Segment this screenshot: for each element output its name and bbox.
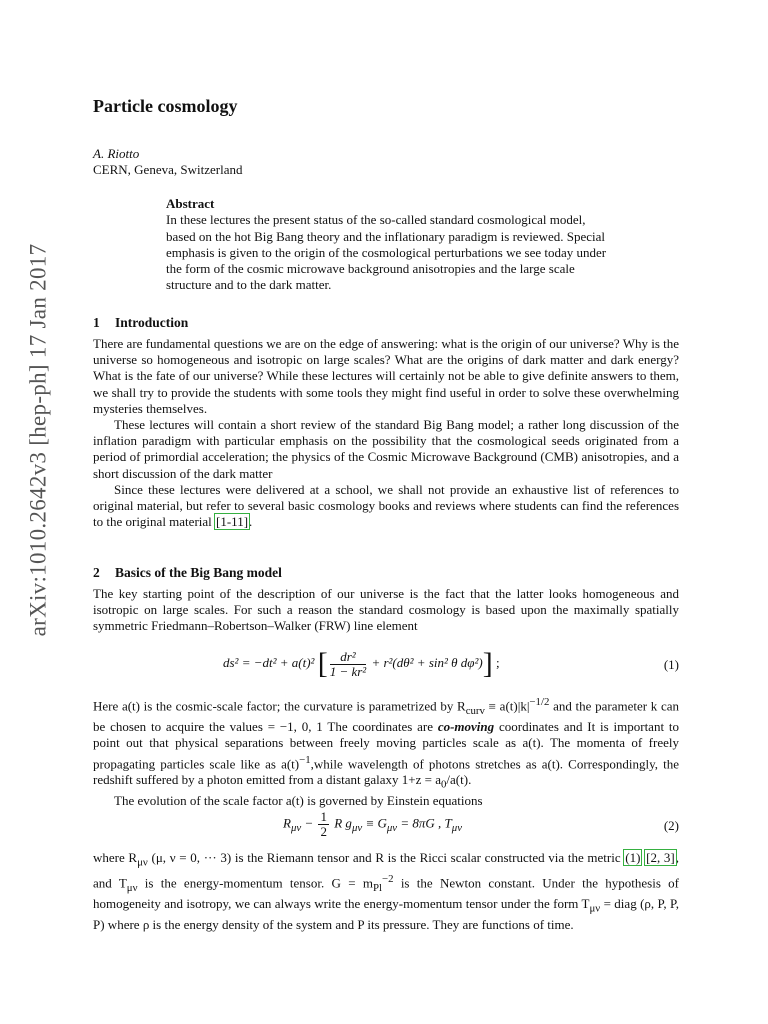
subscript: μν (451, 822, 463, 835)
equation-link[interactable]: (1) (625, 850, 641, 865)
paragraph: These lectures will contain a short review of the standard Big Bang model; a rather long discussion of the inflation paradigm with particular emphasis on the possibility that the cosmological seeds originated from a period of primordial acceleration; the physics of the Cosmic Microwave Background (CMB) anisotropies, and a short discussion of the dark matter (93, 417, 679, 481)
abstract-heading: Abstract (166, 196, 215, 211)
section-1-heading (93, 315, 679, 331)
section-title: Basics of the Big Bang model (115, 565, 282, 580)
eq-term: ; (495, 654, 500, 670)
citation-link[interactable]: [2, 3] (646, 850, 675, 865)
citation-link[interactable]: [1-11] (216, 514, 249, 530)
paragraph (93, 694, 679, 793)
section-1-body (93, 336, 679, 530)
section-2-body-b (93, 850, 679, 933)
superscript: −2 (381, 872, 394, 885)
numerator: 1 (320, 809, 327, 824)
text-run: coordinates and It is important to point out that physical separations between freely moving particles scale as a(t). The momenta of freely propagating particles scale like as a(t) (93, 719, 679, 771)
denominator: 2 (320, 824, 327, 839)
equation-number: (1) (663, 657, 679, 672)
paragraph: The key starting point of the description of our universe is the fact that the latter looks homogeneous and isotropic on large scales. For such a reason the standard cosmology is based upon the maximally spatially symmetric Friedmann–Robertson–Walker (FRW) line element (93, 586, 679, 634)
denominator: 1 − kr² (329, 663, 367, 679)
subscript: μν (386, 822, 398, 835)
section-2-heading (93, 565, 679, 581)
arxiv-sidebar-stamp (8, 160, 68, 720)
subscript: μν (290, 822, 302, 835)
subscript: μν (137, 856, 148, 869)
text-run: Here a(t) is the cosmic-scale factor; the curvature is parametrized by R (93, 698, 466, 714)
subscript: μν (351, 822, 363, 835)
superscript: −1 (299, 753, 311, 766)
subscript: curv (465, 704, 485, 717)
subscript: Pl (372, 881, 382, 894)
equation-body (283, 810, 462, 839)
equation-body (223, 647, 500, 681)
subscript: 0 (441, 778, 447, 791)
paper-title: Particle cosmology (93, 96, 238, 116)
text-run: . (249, 514, 253, 530)
author-name: A. Riotto (93, 146, 140, 161)
equation-2 (93, 808, 679, 848)
eq-term: ≡ G (362, 815, 387, 831)
paragraph (93, 482, 679, 531)
fraction (330, 650, 367, 679)
eq-term: = 8πG , T (397, 815, 452, 831)
text-run: (μ, ν = 0, ··· 3) is the Riemann tensor and R is the Ricci scalar constructed via the metric (147, 850, 625, 865)
eq-term: R g (330, 815, 352, 831)
text-run: ,while wavelength of photons stretches as a(t). Correspondingly, the redshift suffered by a photon emitted from a distant galaxy 1+z = a (93, 755, 679, 788)
section-2-intro (93, 586, 679, 635)
right-bracket: ] (482, 647, 493, 680)
equation-1 (93, 645, 679, 685)
left-bracket: [ (317, 647, 328, 680)
section-2-body-a (93, 694, 679, 809)
numerator: dr² (330, 650, 367, 665)
superscript: −1/2 (529, 696, 550, 708)
text-run: is the Newton constant. Under the hypothesis of homogeneity and isotropy, we can always write the energy-momentum tensor under the form T (93, 875, 679, 911)
eq-term: ds² = −dt² + a(t)² (223, 654, 315, 670)
text-run: /a(t). (446, 772, 472, 788)
abstract (166, 196, 612, 294)
text-run: and the parameter k can be chosen to acquire the values = −1, 0, 1 The coordinates are (93, 698, 680, 735)
equation-number: (2) (663, 818, 679, 833)
section-title: Introduction (115, 315, 189, 330)
text-run: Since these lectures were delivered at a school, we shall not provide an exhaustive list of references to original material, but refer to several basic cosmology books and reviews where students can find the references to the original material (93, 481, 679, 530)
text-run: where R (93, 850, 138, 865)
subscript: μν (126, 881, 138, 894)
fraction (318, 810, 329, 839)
subscript: μν (589, 902, 601, 915)
paragraph: The evolution of the scale factor a(t) is governed by Einstein equations (114, 792, 483, 808)
abstract-text: In these lectures the present status of the so-called standard cosmological model, based on the hot Big Bang theory and the inflationary paradigm is reviewed. Special emphasis is given to the origin of the cosmological perturbations we see today under the form of the cosmic microwave background anisotropies and the large scale structure and to the dark matter. (166, 212, 607, 293)
author-affiliation: CERN, Geneva, Switzerland (93, 162, 243, 177)
emphasis: co-moving (437, 719, 495, 735)
section-number: 1 (93, 315, 100, 330)
paragraph (93, 850, 679, 933)
text-run: is the energy-momentum tensor. G = m (137, 875, 373, 891)
section-number: 2 (93, 565, 100, 580)
text-run: = diag (ρ, P, P, P) where ρ is the energy density of the system and P its pressure. They are functions of time. (93, 895, 679, 932)
eq-term: R (283, 815, 291, 831)
text-run: , and T (93, 850, 679, 891)
text-run: ≡ a(t)|k| (484, 698, 530, 714)
paragraph: There are fundamental questions we are on the edge of answering: what is the origin of our universe? Why is the universe so homogeneous and isotropic on large scales? What are the origins of dark matter and dark energy? What is the fate of our universe? While these lectures will certainly not be able to give definite answers to them, we shall try to provide the students with some tools they might find useful in order to solve these overwhelming mysteries themselves. (93, 336, 680, 416)
eq-term: − (301, 815, 317, 831)
eq-term: + r²(dθ² + sin² θ dφ²) (371, 654, 483, 670)
arxiv-id: arXiv:1010.2642v3 [hep-ph] 17 Jan 2017 (25, 243, 51, 637)
